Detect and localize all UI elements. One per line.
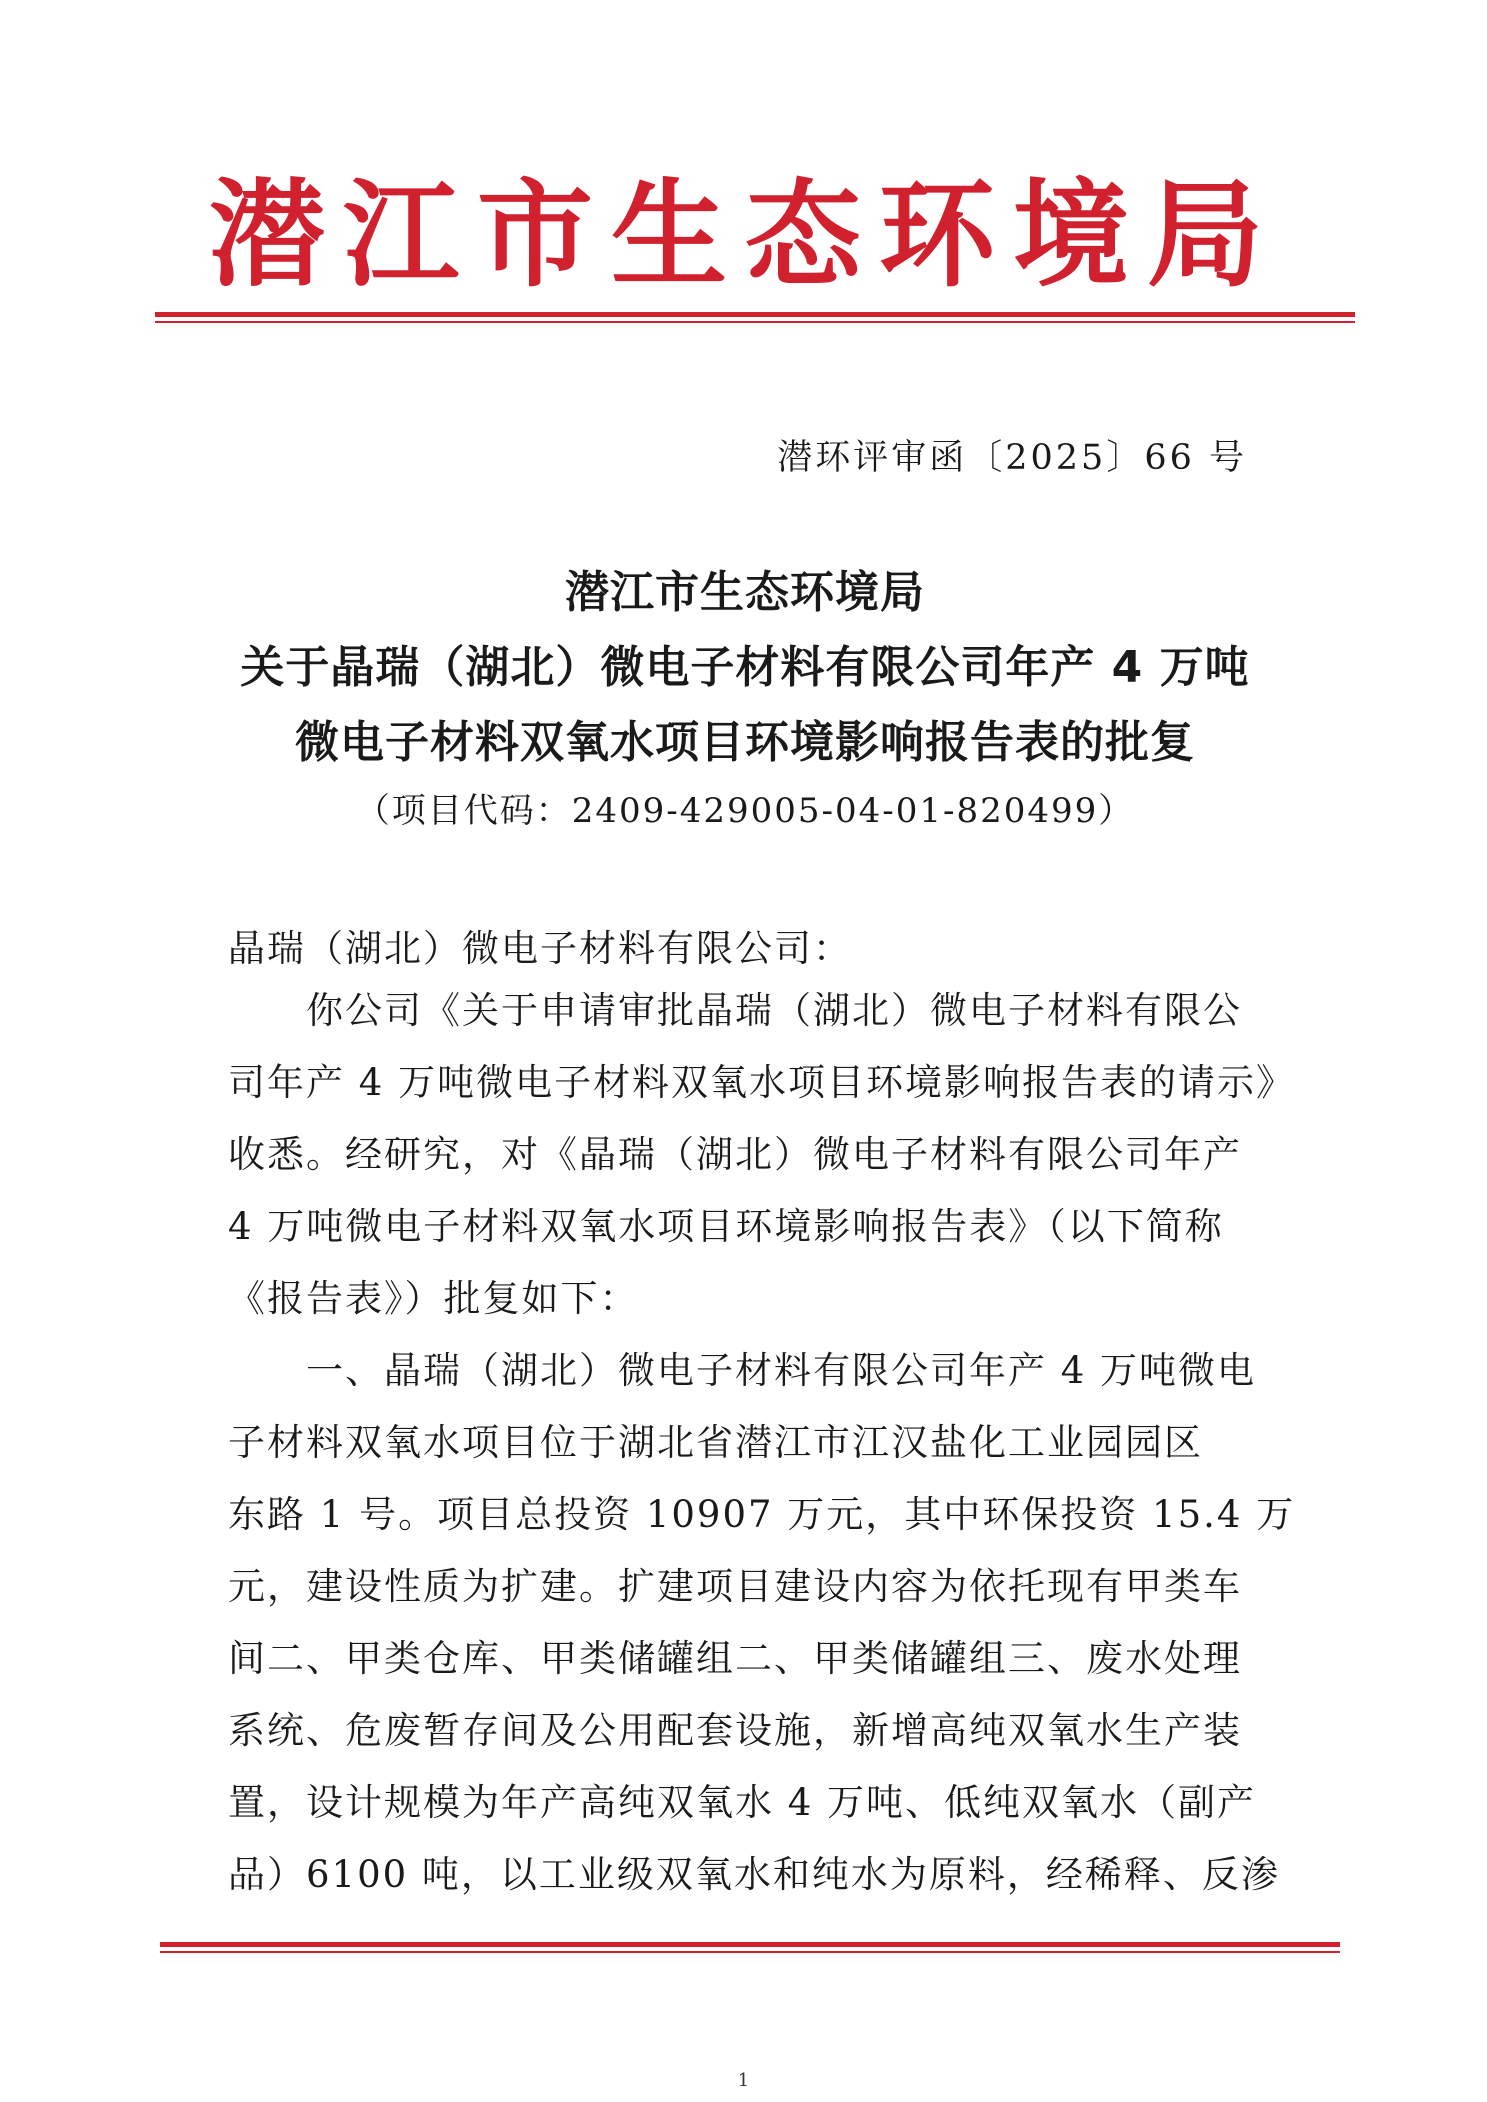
agency-header: 潜江市生态环境局: [209, 167, 1281, 303]
document-number: 潜环评审函〔2025〕66 号: [777, 438, 1247, 478]
addressee: 晶瑞（湖北）微电子材料有限公司：: [228, 927, 852, 970]
body-line: 4 万吨微电子材料双氧水项目环境影响报告表》（以下简称: [228, 1205, 1224, 1248]
body-line: 东路 1 号。项目总投资 10907 万元，其中环保投资 15.4 万: [228, 1493, 1296, 1536]
footer-rule-thick: [160, 1942, 1340, 1947]
body-line: 品）6100 吨，以工业级双氧水和纯水为原料，经稀释、反渗: [228, 1853, 1280, 1896]
body-line: 系统、危废暂存间及公用配套设施，新增高纯双氧水生产装: [228, 1709, 1242, 1752]
header-rule-thin: [155, 321, 1355, 323]
body-line: 你公司《关于申请审批晶瑞（湖北）微电子材料有限公: [306, 989, 1242, 1032]
page-number: 1: [737, 2070, 750, 2091]
body-line: 收悉。经研究，对《晶瑞（湖北）微电子材料有限公司年产: [228, 1133, 1242, 1176]
body-line: 间二、甲类仓库、甲类储罐组二、甲类储罐组三、废水处理: [228, 1637, 1242, 1680]
header-rule-thick: [155, 312, 1355, 317]
body-line: 《报告表》）批复如下：: [228, 1277, 639, 1320]
footer-rule-thin: [160, 1951, 1340, 1953]
body-line: 一、晶瑞（湖北）微电子材料有限公司年产 4 万吨微电: [306, 1349, 1257, 1392]
body-line: 置，设计规模为年产高纯双氧水 4 万吨、低纯双氧水（副产: [228, 1781, 1257, 1824]
body-line: 子材料双氧水项目位于湖北省潜江市江汉盐化工业园园区: [228, 1421, 1203, 1464]
body-line: 司年产 4 万吨微电子材料双氧水项目环境影响报告表的请示》: [228, 1061, 1296, 1104]
project-code: （项目代码：2409-429005-04-01-820499）: [355, 791, 1135, 831]
body-text: [228, 975, 1296, 1911]
document-title: [160, 555, 1330, 842]
body-line: 元，建设性质为扩建。扩建项目建设内容为依托现有甲类车: [228, 1565, 1242, 1608]
title-line-1: 潜江市生态环境局: [565, 567, 925, 618]
title-line-3: 微电子材料双氧水项目环境影响报告表的批复: [295, 717, 1195, 768]
title-line-2: 关于晶瑞（湖北）微电子材料有限公司年产 4 万吨: [240, 642, 1250, 693]
